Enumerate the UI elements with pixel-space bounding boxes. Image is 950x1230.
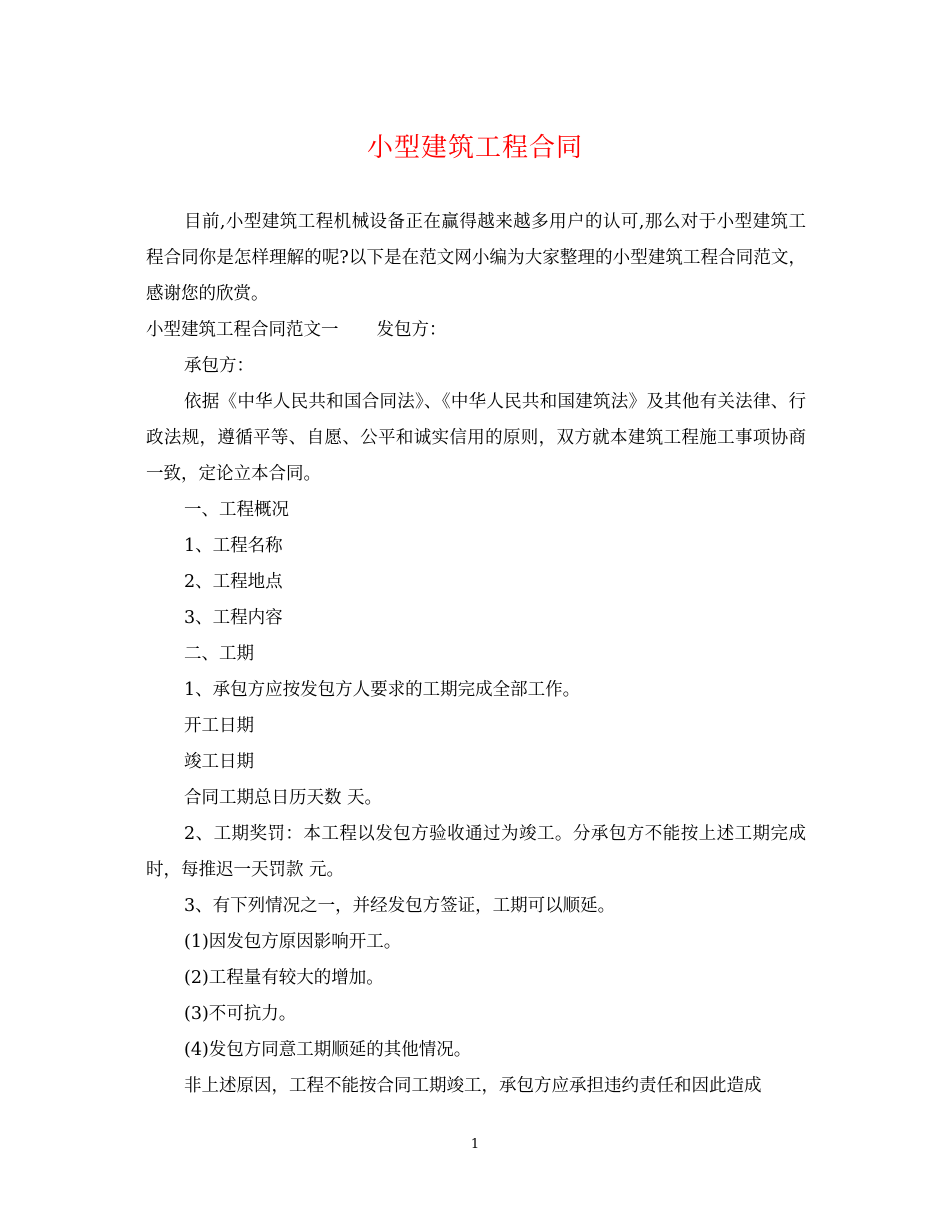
basis-paragraph: 依据《中华人民共和国合同法》、《中华人民共和国建筑法》及其他有关法律、行政法规，遵循平等、自愿、公平和诚实信用的原则，双方就本建筑工程施工事项协商一致，定论立本合同。 [146,392,806,484]
total-days-label: 合同工期总日历天数 天。 [184,788,383,808]
schedule-item-3: 3、有下列情况之一，并经发包方签证，工期可以顺延。 [184,896,616,916]
schedule-item-2: 2、工期奖罚：本工程以发包方验收通过为竣工。分承包方不能按上述工期完成时，每推迟一天罚款 元。 [146,824,806,880]
start-date-label: 开工日期 [184,716,254,736]
party-b-label: 承包方： [184,356,254,376]
extension-condition-4: (4)发包方同意工期顺延的其他情况。 [184,1040,472,1060]
section-heading-project: 一、工程概况 [184,500,289,520]
project-location-item: 2、工程地点 [184,572,283,592]
extension-condition-2: (2)工程量有较大的增加。 [184,968,384,988]
intro-paragraph: 目前,小型建筑工程机械设备正在赢得越来越多用户的认可,那么对于小型建筑工程合同你是怎样理解的呢?以下是在范文网小编为大家整理的小型建筑工程合同范文，感谢您的欣赏。 [146,212,806,304]
closing-paragraph: 非上述原因，工程不能按合同工期竣工，承包方应承担违约责任和因此造成 [184,1076,762,1096]
section-heading-schedule: 二、工期 [184,644,254,664]
extension-condition-1: (1)因发包方原因影响开工。 [184,932,402,952]
project-content-item: 3、工程内容 [184,608,283,628]
extension-condition-3: (3)不可抗力。 [184,1004,297,1024]
sample-heading: 小型建筑工程合同范文一 [146,320,339,340]
party-a-label: 发包方： [376,320,447,340]
schedule-item-1: 1、承包方应按发包方人要求的工期完成全部工作。 [184,680,581,700]
page-number: 1 [470,1137,480,1152]
project-name-item: 1、工程名称 [184,536,283,556]
sample-heading-line [146,312,806,348]
document-title: 小型建筑工程合同 [366,133,583,163]
document-body [146,204,806,1104]
end-date-label: 竣工日期 [184,752,254,772]
